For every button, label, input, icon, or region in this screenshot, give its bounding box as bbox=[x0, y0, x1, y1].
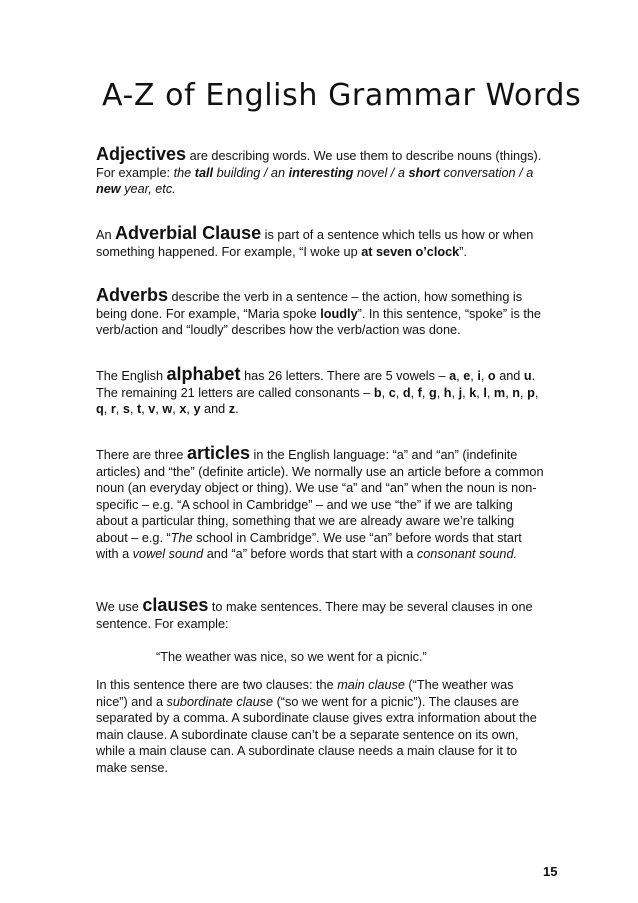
clauses-paragraph: We use clauses to make sentences. There may be several clauses in one sentence. For example: bbox=[96, 595, 533, 631]
letter: i bbox=[477, 369, 481, 383]
term-articles: articles bbox=[186, 443, 251, 463]
clauses-explanation: In this sentence there are two clauses: the main clause (“The weather was nice”) and a subordinate clause (“so we went for a picnic”). The clauses are separated by a comma. A subordinate clause gives extra information about the main clause. A subordinate clause can’t be a separate sentence on its own, while a main clause can. A subordinate clause needs a main clause for it to make sense. bbox=[96, 678, 537, 775]
letter: r bbox=[110, 402, 116, 416]
letter: o bbox=[487, 369, 496, 383]
letter: z bbox=[228, 402, 236, 416]
page-title: A-Z of English Grammar Words bbox=[102, 78, 582, 113]
letter: d bbox=[402, 385, 411, 400]
vowel-list: a, e, i, o and u. bbox=[449, 369, 536, 383]
example-quote: “The weather was nice, so we went for a picnic.” bbox=[156, 650, 427, 664]
letter: y bbox=[193, 402, 201, 416]
letter: q bbox=[96, 402, 104, 416]
letter: x bbox=[179, 402, 187, 416]
term-adverbial-clause: Adverbial Clause bbox=[115, 223, 262, 243]
letter: s bbox=[122, 402, 130, 416]
letter: w bbox=[162, 402, 173, 416]
term-alphabet: alphabet bbox=[166, 364, 241, 384]
adverbial-clause-paragraph: An Adverbial Clause is part of a sentence which tells us how or when something happened. For example, “I woke up at seven o’clock”. bbox=[96, 223, 534, 259]
letter: h bbox=[443, 385, 452, 400]
term-adverbs: Adverbs bbox=[96, 285, 169, 305]
consonant-list: b, c, d, f, g, h, j, k, l, m, n, p, q, r, s, t, v, w, x, y and z. bbox=[96, 385, 539, 416]
adjectives-paragraph bbox=[96, 146, 546, 198]
letter: f bbox=[417, 385, 422, 400]
letter: n bbox=[512, 385, 521, 400]
letter: p bbox=[527, 385, 535, 400]
letter: e bbox=[463, 369, 471, 383]
letter: t bbox=[136, 402, 142, 416]
letter: m bbox=[493, 385, 506, 400]
letter: k bbox=[469, 385, 477, 400]
term-clauses: clauses bbox=[142, 595, 209, 615]
adjectives-example: the tall building / an interesting novel / a short conversation / a new year, etc. bbox=[96, 165, 534, 196]
alphabet-paragraph: The English alphabet has 26 letters. There are 5 vowels – a, e, i, o and u. The remaining 21 letters are called consonants – b, c, d, f, g, h, j, k, l, m, n, p, q, r, s, t, v, w, x, y and z. bbox=[96, 364, 539, 416]
letter: u bbox=[523, 369, 532, 383]
letter: a bbox=[449, 369, 457, 383]
page-number: 15 bbox=[543, 864, 558, 879]
letter: c bbox=[388, 385, 396, 400]
adverbs-paragraph: Adverbs describe the verb in a sentence – the action, how something is being done. For example, “Maria spoke loudly”. In this sentence, “spoke” is the verb/action and “loudly” describes how the verb/action was done. bbox=[96, 285, 541, 337]
letter: j bbox=[458, 385, 463, 400]
letter: v bbox=[148, 402, 156, 416]
articles-paragraph: There are three articles in the English language: “a” and “an” (indefinite articles) and “the” (definite article). We normally use an article before a common noun (an everyday object or thing). We use “a” and “an” when the noun is non-specific – e.g. “A school in Cambridge” – and we use “the” if we are talking about a particular thing, something that we are already aware we’re talking about – e.g. “The school in Cambridge”. We use “an” before words that start with a vowel sound and “a” before words that start with a consonant sound. bbox=[96, 443, 544, 561]
adjectives-text: are describing words. We use them to describe nouns (things). For example: bbox=[96, 149, 542, 180]
term-adjectives: Adjectives bbox=[96, 144, 187, 164]
letter: g bbox=[428, 385, 437, 400]
letter: b bbox=[373, 385, 382, 400]
letter: l bbox=[483, 385, 487, 400]
